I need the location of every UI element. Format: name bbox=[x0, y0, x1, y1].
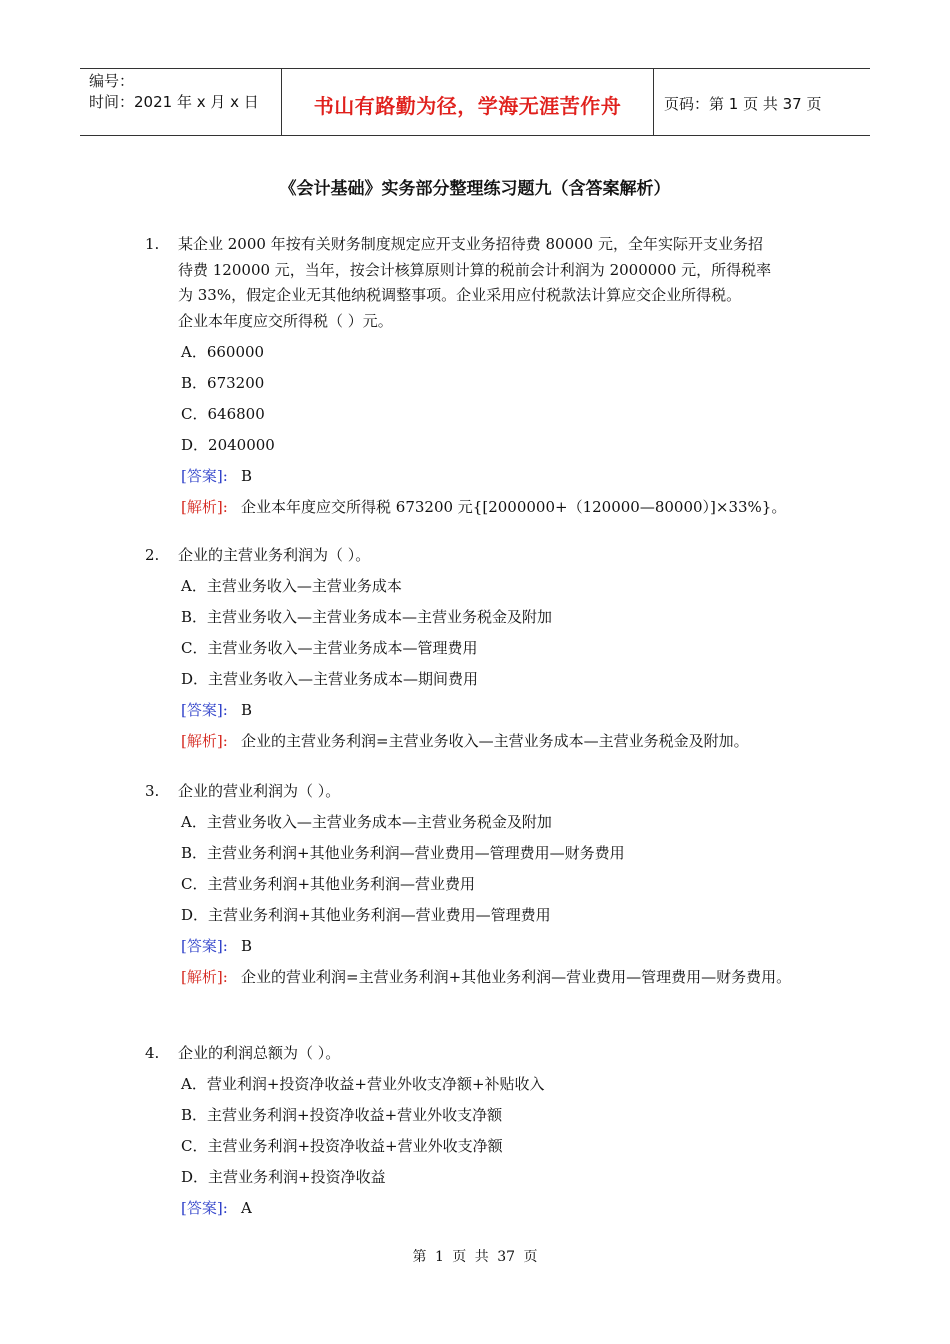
answer-label: [答案]: bbox=[181, 701, 228, 719]
answer-row bbox=[181, 1193, 825, 1224]
option-d: D．主营业务利润+投资净收益 bbox=[181, 1168, 386, 1186]
option-d: D．主营业务收入—主营业务成本—期间费用 bbox=[181, 670, 479, 688]
question-4 bbox=[145, 1038, 825, 1224]
option-b: B．主营业务利润+其他业务利润—营业费用—管理费用—财务费用 bbox=[181, 844, 625, 862]
option-d: D．2040000 bbox=[181, 436, 275, 454]
option-b: B．673200 bbox=[181, 374, 265, 392]
header-page-info-cell bbox=[654, 69, 870, 135]
explanation-text: 企业的主营业务利润=主营业务收入—主营业务成本—主营业务税金及附加。 bbox=[241, 732, 749, 750]
question-stem bbox=[178, 776, 825, 807]
question-stem-line: 某企业 2000 年按有关财务制度规定应开支业务招待费 80000 元，全年实际开支业务招 bbox=[178, 235, 763, 253]
option-c: C．主营业务收入—主营业务成本—管理费用 bbox=[181, 639, 478, 657]
header-motto: 书山有路勤为径，学海无涯苦作舟 bbox=[313, 93, 622, 118]
answer-row bbox=[181, 461, 825, 492]
explanation-row bbox=[181, 962, 825, 993]
page-footer: 第 1 页 共 37 页 bbox=[412, 1249, 538, 1265]
question-stem-line: 企业本年度应交所得税（ ）元。 bbox=[178, 311, 393, 330]
header-meta bbox=[80, 69, 281, 135]
answer-value: A bbox=[241, 1199, 252, 1217]
option-a: A．主营业务收入—主营业务成本 bbox=[181, 577, 402, 595]
answer-label: [答案]: bbox=[181, 467, 228, 485]
document-date-label: 时间：2021 年 x 月 x 日 bbox=[89, 93, 259, 111]
option-a: A．主营业务收入—主营业务成本—主营业务税金及附加 bbox=[181, 813, 552, 831]
question-stem-line: 企业的主营业务利润为（ ）。 bbox=[178, 546, 371, 564]
question-stem-line: 待费 120000 元，当年，按会计核算原则计算的税前会计利润为 2000000 元，所得税率 bbox=[178, 260, 772, 279]
question-number: 4. bbox=[145, 1044, 160, 1062]
question-stem bbox=[178, 540, 825, 571]
options-list bbox=[181, 337, 825, 523]
option-b: B．主营业务收入—主营业务成本—主营业务税金及附加 bbox=[181, 608, 553, 626]
option-d: D．主营业务利润+其他业务利润—营业费用—管理费用 bbox=[181, 906, 551, 924]
question-3 bbox=[145, 776, 825, 993]
options-list bbox=[181, 571, 825, 757]
question-stem-line: 企业的营业利润为（ ）。 bbox=[178, 782, 341, 800]
options-list bbox=[181, 1069, 825, 1224]
question-stem-line: 企业的利润总额为（ ）。 bbox=[178, 1044, 341, 1062]
answer-label: [答案]: bbox=[181, 1199, 228, 1217]
answer-row bbox=[181, 695, 825, 726]
question-stem bbox=[178, 1038, 825, 1069]
question-1 bbox=[145, 232, 825, 523]
explanation-label: [解析]: bbox=[181, 732, 228, 750]
explanation-label: [解析]: bbox=[181, 968, 228, 986]
question-2 bbox=[145, 540, 825, 757]
option-c: C．主营业务利润+投资净收益+营业外收支净额 bbox=[181, 1137, 503, 1155]
question-number: 3. bbox=[145, 782, 160, 800]
explanation-text: 企业本年度应交所得税 673200 元{[2000000+（120000—80000）]×33%}。 bbox=[241, 498, 787, 516]
answer-value: B bbox=[241, 467, 253, 485]
option-b: B．主营业务利润+投资净收益+营业外收支净额 bbox=[181, 1106, 503, 1124]
option-a: A．660000 bbox=[181, 343, 265, 361]
question-number: 1. bbox=[145, 235, 160, 253]
option-c: C．646800 bbox=[181, 405, 265, 423]
answer-label: [答案]: bbox=[181, 937, 228, 955]
explanation-row bbox=[181, 726, 825, 757]
question-stem-line: 为 33%，假定企业无其他纳税调整事项。企业采用应付税款法计算应交企业所得税。 bbox=[178, 286, 742, 304]
answer-value: B bbox=[241, 937, 253, 955]
page-header bbox=[80, 68, 870, 136]
answer-value: B bbox=[241, 701, 253, 719]
explanation-label: [解析]: bbox=[181, 498, 228, 516]
explanation-text: 企业的营业利润=主营业务利润+其他业务利润—营业费用—管理费用—财务费用。 bbox=[241, 968, 792, 986]
question-number: 2. bbox=[145, 546, 160, 564]
option-a: A．营业利润+投资净收益+营业外收支净额+补贴收入 bbox=[181, 1075, 545, 1093]
option-c: C．主营业务利润+其他业务利润—营业费用 bbox=[181, 875, 476, 893]
question-stem bbox=[178, 232, 825, 334]
header-page-info: 页码：第 1 页 共 37 页 bbox=[664, 94, 822, 113]
options-list bbox=[181, 807, 825, 993]
header-motto-cell bbox=[281, 69, 654, 135]
answer-row bbox=[181, 931, 825, 962]
document-title: 《会计基础》实务部分整理练习题九（含答案解析） bbox=[279, 179, 671, 199]
document-number-label: 编号： bbox=[89, 72, 135, 90]
explanation-row bbox=[181, 492, 825, 523]
